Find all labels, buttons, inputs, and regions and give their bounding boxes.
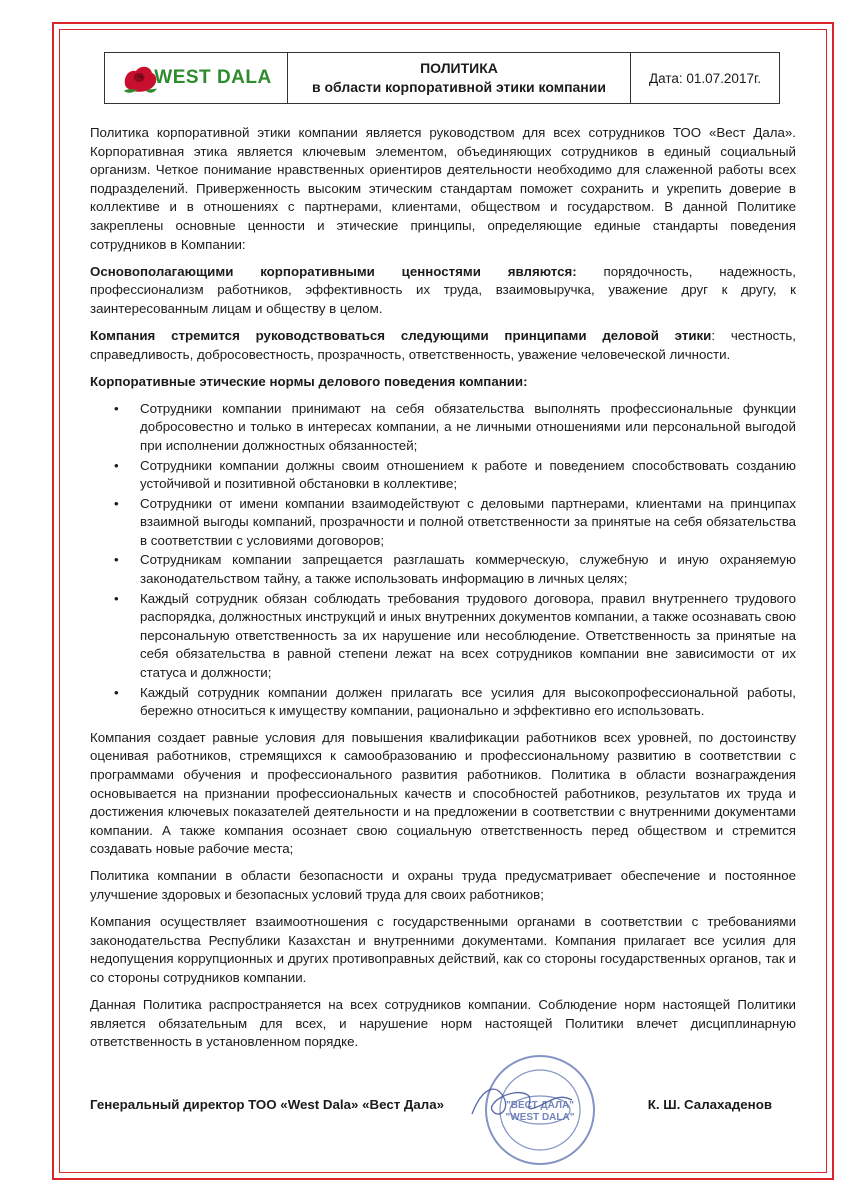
government-paragraph: Компания осуществляет взаимоотношения с государственными органами в соответствии с требованиями законодательства Республики Казахстан и внутренними документами. Компания прилагает все усилия для недопущения коррупционных и других противоправных действий, как со стороны государственных органов, так и со стороны сотрудников компании. bbox=[90, 914, 796, 985]
list-item: • Сотрудники компании принимают на себя обязательства выполнять профессиональные функции добросовестно и только в интересах компании, а не личными отношениями или персональной выгодой при исполнении должностных обязанностей; bbox=[114, 400, 796, 453]
stamp-line-1: "ВЕСТ ДАЛА" bbox=[506, 1100, 574, 1111]
list-item: • Сотрудники от имени компании взаимодействуют с деловыми партнерами, клиентами на принципах взаимной выгоды компаний, прозрачности и полной ответственности за принятые на себя обязательства в соответствии с условиями договоров; bbox=[114, 495, 796, 548]
logo-text: WEST DALA bbox=[154, 67, 272, 88]
bullet-icon: • bbox=[114, 684, 119, 700]
norms-list bbox=[90, 400, 796, 721]
principles-lead: Компания стремится руководствоваться следующими принципами деловой этики bbox=[90, 327, 712, 343]
document-header bbox=[104, 52, 780, 104]
values-lead: Основополагающими корпоративными ценностями являются: bbox=[90, 263, 577, 279]
values-paragraph bbox=[90, 263, 796, 319]
bullet-icon: • bbox=[114, 457, 119, 473]
bullet-icon: • bbox=[114, 400, 119, 416]
qualification-paragraph: Компания создает равные условия для повышения квалификации работников всех уровней, по достоинству оценивая работников, стремящихся к самообразованию и профессиональному развитию в соответствии с программами обучения и профессионального развития работников. Политика в области вознаграждения основывается на признании профессиональных качеств и способностей работников, результатов их труда и достижения ключевых показателей деятельности и на предложении в соответствии с внутренними документами компании. А также компания осознает свою социальную ответственность перед обществом и стремится создавать новые рабочие места; bbox=[90, 729, 796, 857]
document-body bbox=[90, 124, 796, 1060]
document-title bbox=[288, 53, 631, 103]
list-item: • Сотрудники компании должны своим отношением к работе и поведением способствовать созданию устойчивой и позитивной обстановки в коллективе; bbox=[114, 457, 796, 492]
intro-paragraph: Политика корпоративной этики компании является руководством для всех сотрудников ТОО «Вест Дала». Корпоративная этика является ключевым элементом, объединяющих сотрудников в единый социальный организм. Четкое понимание нравственных ориентиров деятельности необходимо для слаженной работы всех подразделений. Приверженность высоким этическим стандартам поможет сохранить и укрепить доверие в коллективе и в отношениях с партнерами, клиентами, обществом и государством. В данной Политике закреплены основные ценности и этические принципы, определяющие единые стандарты поведения сотрудников в Компании: bbox=[90, 125, 796, 252]
principles-text: : честность, справедливость, добросовестность, прозрачность, ответственность, уважение человеческой личности. bbox=[90, 327, 796, 362]
bullet-icon: • bbox=[114, 590, 119, 606]
title-line-2: в области корпоративной этики компании bbox=[312, 79, 606, 95]
document-date: Дата: 01.07.2017г. bbox=[649, 70, 761, 86]
list-item: • Каждый сотрудник компании должен прилагать все усилия для высокопрофессиональной работы, бережно относиться к имуществу компании, рационально и эффективно его использовать. bbox=[114, 684, 796, 719]
stamp-line-2: "WEST DALA" bbox=[505, 1112, 575, 1123]
signatory-position: Генеральный директор ТОО «West Dala» «Вест Дала» bbox=[90, 1097, 445, 1112]
company-logo bbox=[105, 53, 288, 103]
values-text: порядочность, надежность, профессионализм работников, эффективность их труда, взаимовыручка, уважение друг к другу, к заинтересованным лицам и обществу в целом. bbox=[90, 263, 796, 316]
list-item: • Сотрудникам компании запрещается разглашать коммерческую, служебную и иную охраняемую законодательством тайну, а также использовать информацию в личных целях; bbox=[114, 552, 796, 587]
scope-paragraph: Данная Политика распространяется на всех сотрудников компании. Соблюдение норм настоящей Политики является обязательным для всех, и нарушение норм настоящей Политики влечет дисциплинарную ответственность в установленном порядке. bbox=[90, 997, 796, 1050]
bullet-icon: • bbox=[114, 495, 119, 511]
safety-paragraph: Политика компании в области безопасности и охраны труда предусматривает обеспечение и постоянное улучшение здоровых и безопасных условий труда для своих работников; bbox=[90, 868, 796, 903]
bullet-icon: • bbox=[114, 552, 119, 568]
signatory-name: К. Ш. Салахаденов bbox=[647, 1097, 772, 1112]
title-line-1: ПОЛИТИКА bbox=[420, 60, 498, 76]
principles-paragraph bbox=[90, 327, 796, 364]
signature-block bbox=[90, 1094, 796, 1118]
list-item: • Каждый сотрудник обязан соблюдать требования трудового договора, правил внутреннего трудового распорядка, должностных инструкций и иных внутренних документов компании, а также осознавать свою персональную ответственность за их нарушение или несоблюдение. Ответственность за принятые на себя обязательства в равной степени лежат на всех сотрудников компании вне зависимости от их статуса и должности; bbox=[114, 590, 796, 681]
norms-title: Корпоративные этические нормы делового поведения компании: bbox=[90, 373, 528, 389]
